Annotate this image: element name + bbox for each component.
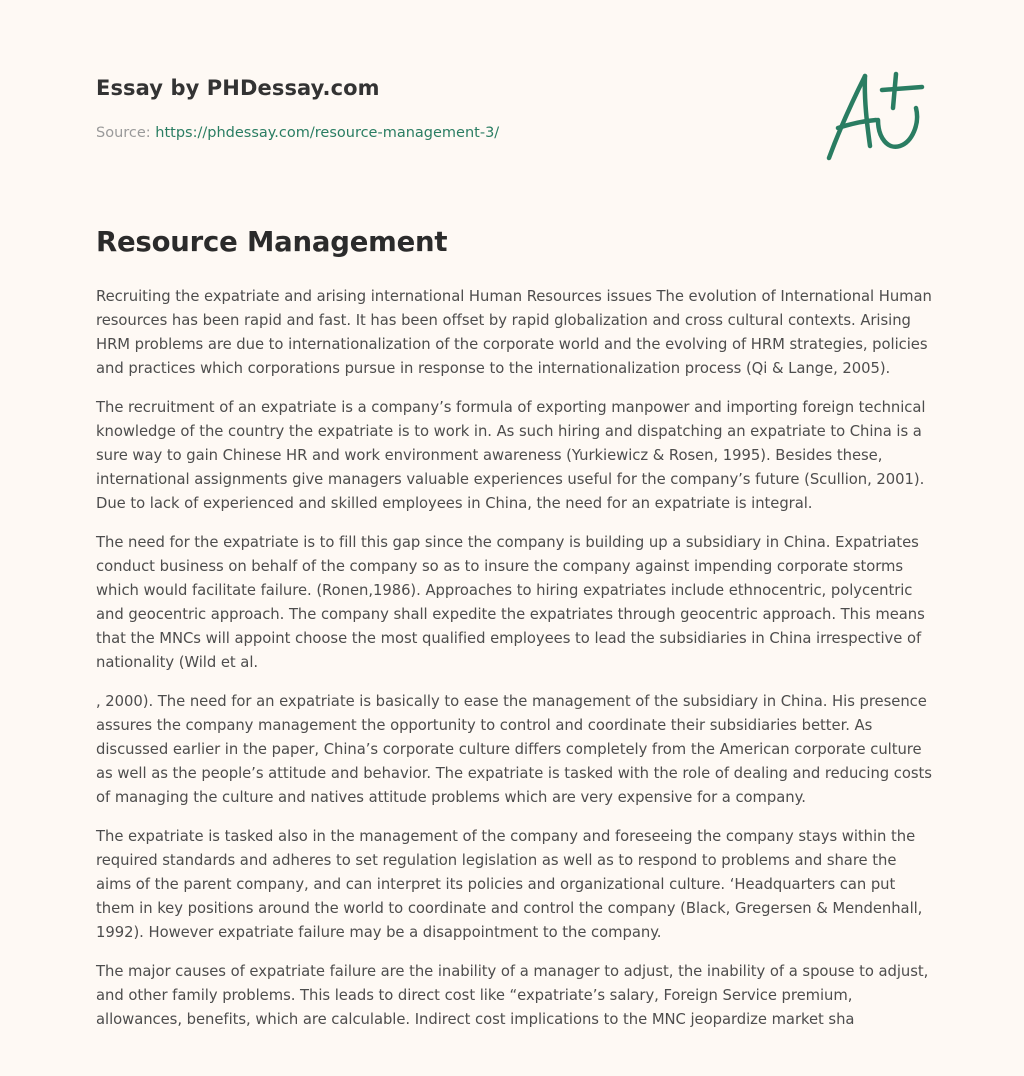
source-label: Source: — [96, 125, 151, 141]
brand-title: Essay by PHDessay.com — [96, 76, 380, 100]
essay-paragraph: The major causes of expatriate failure are the inability of a manager to adjust, the inability of a spouse to adjust, and other family problems. This leads to direct cost like “expatriate’s salary, Foreign Service premium, allowances, benefits, which are calculable. Indirect cost implications to the MNC jeopardize market sha — [96, 963, 929, 1028]
essay-paragraph: The need for the expatriate is to fill this gap since the company is building up a subsidiary in China. Expatriates conduct business on behalf of the company so as to insure the company against impending corporate storms which would facilitate failure. (Ronen,1986). Approaches to hiring expatriates include ethnocentric, polycentric and geocentric approach. The company shall expedite the expatriates through geocentric approach. This means that the MNCs will appoint choose the most qualified employees to lead the subsidiaries in China irrespective of nationality (Wild et al. — [96, 534, 925, 671]
essay-paragraph: , 2000). The need for an expatriate is basically to ease the management of the subsidiary in China. His presence assures the company management the opportunity to control and coordinate their subsidiaries better. As discussed earlier in the paper, China’s corporate culture differs completely from the American corporate culture as well as the people’s attitude and behavior. The expatriate is tasked with the role of dealing and reducing costs of managing the culture and natives attitude problems which are very expensive for a company. — [96, 693, 932, 806]
source-link[interactable]: https://phdessay.com/resource-management-3/ — [155, 125, 500, 141]
source-line — [96, 125, 499, 141]
a-plus-grade-logo-icon — [820, 66, 930, 166]
essay-title: Resource Management — [96, 226, 448, 258]
essay-paragraph: Recruiting the expatriate and arising international Human Resources issues The evolution of International Human resources has been rapid and fast. It has been offset by rapid globalization and cross cultural contexts. Arising HRM problems are due to internationalization of the corporate world and the evolving of HRM strategies, policies and practices which corporations pursue in response to the internationalization process (Qi & Lange, 2005). — [96, 288, 932, 377]
essay-paragraph: The expatriate is tasked also in the management of the company and foreseeing the company stays within the required standards and adheres to set regulation legislation as well as to respond to problems and share the aims of the parent company, and can interpret its policies and organizational culture. ‘Headquarters can put them in key positions around the world to coordinate and control the company (Black, Gregersen & Mendenhall, 1992). However expatriate failure may be a disappointment to the company. — [96, 828, 923, 941]
essay-body — [96, 285, 936, 1047]
essay-paragraph: The recruitment of an expatriate is a company’s formula of exporting manpower and importing foreign technical knowledge of the country the expatriate is to work in. As such hiring and dispatching an expatriate to China is a sure way to gain Chinese HR and work environment awareness (Yurkiewicz & Rosen, 1995). Besides these, international assignments give managers valuable experiences useful for the company’s future (Scullion, 2001). Due to lack of experienced and skilled employees in China, the need for an expatriate is integral. — [96, 399, 926, 512]
